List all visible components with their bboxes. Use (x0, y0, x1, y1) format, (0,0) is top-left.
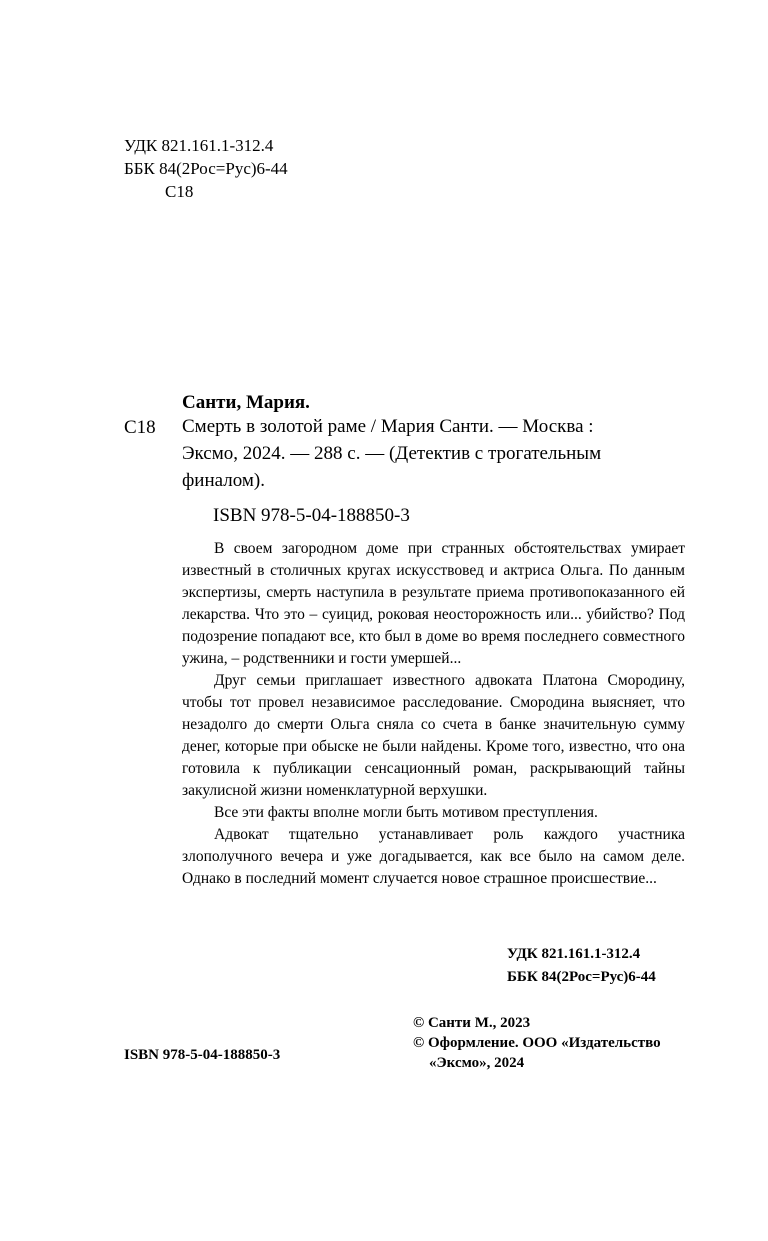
annotation-paragraph: Все эти факты вполне могли быть мотивом преступления. (214, 804, 598, 821)
author-mark: С18 (165, 182, 194, 201)
copyright-design-cont: «Эксмо», 2024 (429, 1055, 525, 1071)
catalog-author-mark: С18 (124, 417, 156, 438)
udk-code: УДК 821.161.1-312.4 (124, 136, 274, 155)
bbk-code: ББК 84(2Рос=Рус)6-44 (124, 159, 288, 178)
catalog-isbn: ISBN 978-5-04-188850-3 (213, 505, 410, 526)
catalog-title-description (182, 413, 685, 494)
annotation-paragraph: Адвокат тщательно устанавливает роль каждого участника злополучного вечера и уже догадывается, как все было на самом деле. Однако в последний момент случается новое страшное происшествие... (182, 826, 685, 887)
annotation-paragraph: В своем загородном доме при странных обстоятельствах умирает известный в столичных кругах искусствовед и актриса Ольга. По данным экспертизы, смерть наступила в результате приема противопоказанного ей лекарства. Что это – суицид, роковая неосторожность или... убийство? Под подозрение попадают все, кто был в доме во время последнего совместного ужина, – родственники и гости умершей... (182, 540, 685, 667)
catalog-author: Санти, Мария. (182, 392, 310, 413)
copyright-design: © Оформление. ООО «Издательство (413, 1035, 661, 1051)
copyright-block (413, 1013, 703, 1073)
classification-codes-bottom (507, 943, 656, 989)
copyright-author: © Санти М., 2023 (413, 1015, 531, 1031)
title-line: Эксмо, 2024. — 288 с. — (Детектив с трогательным (182, 443, 602, 464)
classification-codes-top (124, 134, 288, 203)
title-line: Смерть в золотой раме / Мария Санти. — Москва : (182, 416, 594, 437)
title-line: финалом). (182, 470, 265, 491)
isbn-bottom: ISBN 978-5-04-188850-3 (124, 1047, 281, 1063)
annotation (182, 538, 685, 890)
udk-code-bottom: УДК 821.161.1-312.4 (507, 946, 641, 962)
annotation-paragraph: Друг семьи приглашает известного адвоката Платона Смородину, чтобы тот провел независимое расследование. Смородина выясняет, что незадолго до смерти Ольга сняла со счета в банке значительную сумму денег, которые при обыске не были найдены. Кроме того, известно, что она готовила к публикации сенсационный роман, раскрывающий тайны закулисной жизни номенклатурной верхушки. (182, 672, 685, 799)
bbk-code-bottom: ББК 84(2Рос=Рус)6-44 (507, 969, 656, 985)
